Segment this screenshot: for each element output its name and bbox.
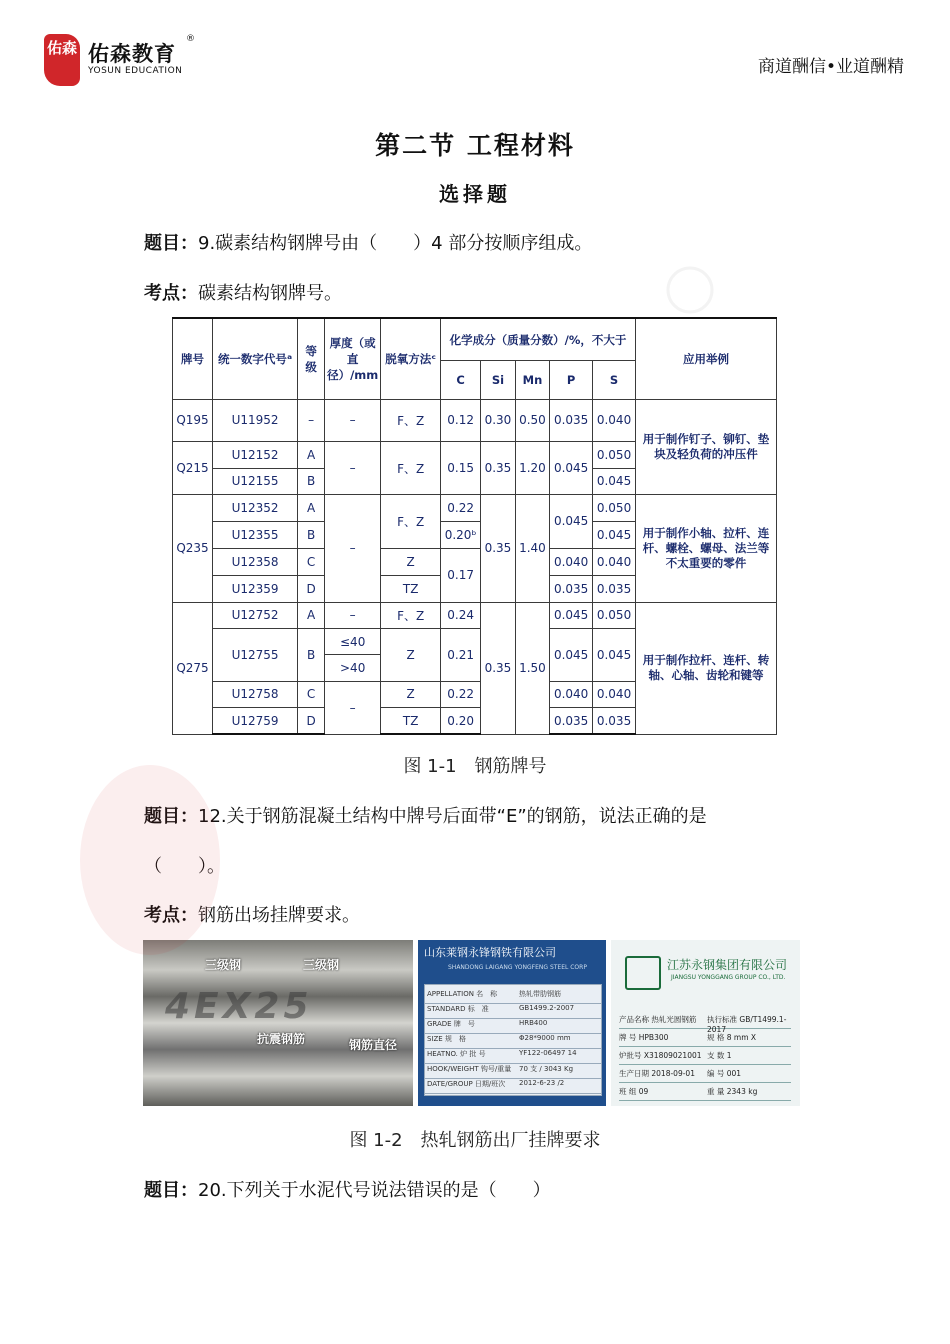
cell-deox: Z [381, 681, 441, 707]
cell-c: 0.20 [441, 708, 481, 734]
cell-mn: 1.40 [515, 495, 550, 603]
question-9 [144, 229, 592, 255]
cell-si: 0.35 [481, 602, 516, 734]
cell-c: 0.24 [441, 602, 481, 628]
cell-s: 0.035 [593, 708, 636, 734]
company-logo-icon [625, 956, 661, 990]
cell-si: 0.35 [481, 495, 516, 603]
cell-deox: TZ [381, 576, 441, 602]
question-label: 题目： [144, 806, 198, 827]
tag-row: 炉批号 X31809021001 支 数 1 [619, 1046, 791, 1065]
cell-level: B [298, 522, 325, 548]
cell-s: 0.050 [593, 602, 636, 628]
tag-row: HEATNO. 炉 批 号 YF122-06497 14 [425, 1045, 601, 1064]
key-point-9 [144, 279, 342, 305]
cell-thickness: – [325, 399, 381, 442]
key-point-label: 考点： [144, 905, 198, 926]
cell-mn: 1.20 [515, 442, 550, 495]
cell-thickness: – [325, 602, 381, 628]
cell-level: – [298, 399, 325, 442]
th-grade: 牌号 [173, 318, 213, 399]
figure-caption-2: 图 1-2 热轧钢筋出厂挂牌要求 [349, 1130, 601, 1151]
cell-application: 用于制作钉子、铆钉、垫块及轻负荷的冲压件 [636, 399, 777, 494]
cell-code: U12759 [213, 708, 298, 734]
question-20 [144, 1176, 551, 1202]
tag-row: 牌 号 HPB300 规 格 8 mm X [619, 1028, 791, 1047]
cell-c: 0.12 [441, 399, 481, 442]
cell-deox: F、Z [381, 495, 441, 549]
th-chemical: 化学成分（质量分数）/%，不大于 [441, 318, 636, 361]
cell-mn: 0.50 [515, 399, 550, 442]
brand-logo [44, 34, 204, 88]
cell-p: 0.045 [550, 442, 593, 495]
tag-row: SIZE 规 格 Φ28*9000 mm [425, 1030, 601, 1049]
cell-level: D [298, 576, 325, 602]
cell-grade: Q195 [173, 399, 213, 442]
carbon-steel-grade-table [172, 317, 777, 735]
cell-c: 0.21 [441, 628, 481, 681]
cell-deox: F、Z [381, 399, 441, 442]
cell-code: U12358 [213, 548, 298, 575]
rebar-tag-grade: 三级钢 [303, 958, 340, 972]
cell-c: 0.15 [441, 442, 481, 495]
logo-mark: 佑森 [44, 34, 80, 86]
question-12-continued: （ ）。 [144, 856, 225, 877]
figure-caption-1: 图 1-1 钢筋牌号 [403, 756, 547, 777]
cell-level: A [298, 495, 325, 522]
question-text: 12.关于钢筋混凝土结构中牌号后面带“E”的钢筋，说法正确的是 [198, 806, 707, 827]
cell-si: 0.30 [481, 399, 516, 442]
cell-c: 0.17 [441, 548, 481, 602]
cell-deox: F、Z [381, 602, 441, 628]
cell-level: B [298, 468, 325, 494]
cell-code: U12758 [213, 681, 298, 707]
cell-code: U12355 [213, 522, 298, 548]
tag-company-en: JIANGSU YONGGANG GROUP CO., LTD. [671, 974, 786, 981]
cell-thickness: – [325, 442, 381, 495]
cell-si: 0.35 [481, 442, 516, 495]
cell-s: 0.045 [593, 468, 636, 494]
cell-s: 0.045 [593, 628, 636, 681]
th-deoxidation: 脱氧方法ᶜ [381, 318, 441, 399]
question-label: 题目： [144, 233, 198, 254]
header-slogan: 商道酬信•业道酬精 [757, 57, 904, 77]
logo-subtitle: YOSUN EDUCATION [88, 66, 183, 76]
rebar-tag-seismic: 抗震钢筋 [257, 1032, 306, 1046]
tag-row: STANDARD 标 准 GB1499.2-2007 [425, 1000, 601, 1019]
cell-level: C [298, 548, 325, 575]
cell-thickness: ≤40 [325, 628, 381, 654]
cell-thickness: >40 [325, 655, 381, 681]
cell-deox: Z [381, 548, 441, 575]
cell-c: 0.22 [441, 681, 481, 707]
question-12 [144, 802, 707, 828]
question-label: 题目： [144, 1180, 198, 1201]
cell-deox: TZ [381, 708, 441, 734]
rebar-tag-diameter: 钢筋直径 [349, 1038, 398, 1052]
steel-tag-photo-green [611, 940, 800, 1106]
th-mn: Mn [515, 361, 550, 400]
cell-code: U12352 [213, 495, 298, 522]
tag-row: HOOK/WEIGHT 钩号/重量 70 支 / 3043 Kg [425, 1060, 601, 1079]
question-text: 9.碳素结构钢牌号由（ ）4 部分按顺序组成。 [198, 233, 593, 254]
cell-deox: F、Z [381, 442, 441, 495]
th-application: 应用举例 [636, 318, 777, 399]
cell-code: U11952 [213, 399, 298, 442]
cell-s: 0.040 [593, 548, 636, 575]
cell-code: U12752 [213, 602, 298, 628]
cell-deox: Z [381, 628, 441, 681]
cell-level: A [298, 602, 325, 628]
cell-thickness: – [325, 681, 381, 734]
tag-table [424, 984, 602, 1096]
registered-icon: ® [186, 34, 195, 44]
cell-s: 0.040 [593, 681, 636, 707]
cell-mn: 1.50 [515, 602, 550, 734]
section-subtitle: 选择题 [439, 182, 511, 206]
cell-s: 0.050 [593, 442, 636, 468]
cell-s: 0.040 [593, 399, 636, 442]
tag-company: 山东莱钢永锋钢铁有限公司 [424, 946, 556, 959]
cell-p: 0.045 [550, 628, 593, 681]
section-title: 第二节 工程材料 [375, 131, 575, 160]
cell-p: 0.035 [550, 399, 593, 442]
cell-s: 0.045 [593, 522, 636, 548]
cell-thickness: – [325, 495, 381, 603]
cell-grade: Q215 [173, 442, 213, 495]
cell-grade: Q275 [173, 602, 213, 734]
th-p: P [550, 361, 593, 400]
tag-row: 生产日期 2018-09-01 编 号 001 [619, 1064, 791, 1083]
tag-row: GRADE 牌 号 HRB400 [425, 1015, 601, 1034]
th-thickness: 厚度（或直径）/mm [325, 318, 381, 399]
key-point-12 [144, 901, 360, 927]
rebar-tag-grade: 三级钢 [205, 958, 242, 972]
key-point-text: 钢筋出场挂牌要求。 [198, 905, 360, 926]
th-code: 统一数字代号ᵃ [213, 318, 298, 399]
cell-code: U12359 [213, 576, 298, 602]
th-s: S [593, 361, 636, 400]
cell-code: U12155 [213, 468, 298, 494]
cell-c: 0.20ᵇ [441, 522, 481, 548]
cell-p: 0.045 [550, 602, 593, 628]
cell-level: C [298, 681, 325, 707]
cell-p: 0.035 [550, 708, 593, 734]
key-point-label: 考点： [144, 283, 198, 304]
tag-row: 班 组 09 重 量 2343 kg [619, 1082, 791, 1101]
tag-row: 产品名称 热轧光圆钢筋 执行标准 GB/T1499.1-2017 [619, 1010, 791, 1029]
th-c: C [441, 361, 481, 400]
key-point-text: 碳素结构钢牌号。 [198, 283, 342, 304]
cell-p: 0.040 [550, 548, 593, 575]
cell-level: A [298, 442, 325, 468]
tag-company: 江苏永钢集团有限公司 [667, 958, 788, 972]
rebar-photo [143, 940, 413, 1106]
cell-p: 0.040 [550, 681, 593, 707]
cell-p: 0.045 [550, 495, 593, 549]
cell-level: D [298, 708, 325, 734]
cell-code: U12152 [213, 442, 298, 468]
cell-grade: Q235 [173, 495, 213, 603]
cell-s: 0.035 [593, 576, 636, 602]
cell-level: B [298, 628, 325, 681]
tag-company-en: SHANDONG LAIGANG YONGFENG STEEL CORP [448, 964, 587, 971]
rebar-stamp: 4ΕΧ25 [165, 986, 313, 1027]
tag-row: DATE/GROUP 日期/班次 2012-6-23 /2 [425, 1075, 601, 1094]
steel-tag-photo-blue [418, 940, 606, 1106]
th-si: Si [481, 361, 516, 400]
tag-row: APPELLATION 名 称 热轧带肋钢筋 [425, 985, 601, 1004]
cell-p: 0.035 [550, 576, 593, 602]
logo-name: 佑森教育 [88, 42, 176, 66]
cell-application: 用于制作拉杆、连杆、转轴、心轴、齿轮和键等 [636, 602, 777, 734]
cell-application: 用于制作小轴、拉杆、连杆、螺栓、螺母、法兰等不太重要的零件 [636, 495, 777, 603]
question-text: 20.下列关于水泥代号说法错误的是（ ） [198, 1180, 551, 1201]
cell-s: 0.050 [593, 495, 636, 522]
th-level: 等级 [298, 318, 325, 399]
cell-code: U12755 [213, 628, 298, 681]
cell-c: 0.22 [441, 495, 481, 522]
